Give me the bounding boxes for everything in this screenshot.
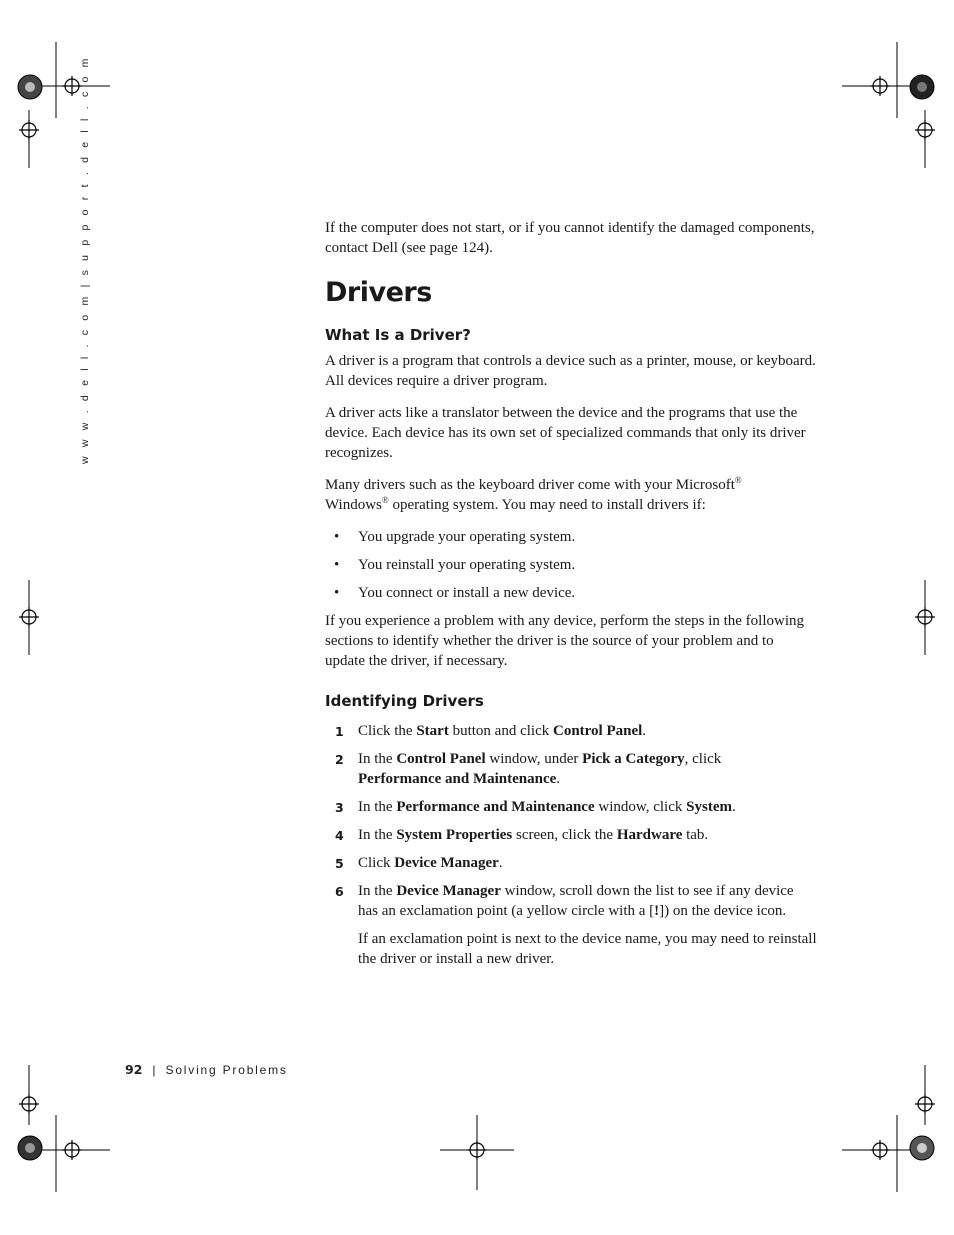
step-number: 4 xyxy=(335,828,344,843)
page-number: 92 xyxy=(125,1062,143,1077)
step-number: 3 xyxy=(335,800,344,815)
footer-section-name: Solving Problems xyxy=(165,1063,288,1077)
step-item: 2 In the Control Panel window, under Pick a Category, click Performance and Maintenance. xyxy=(335,751,722,787)
step-number: 2 xyxy=(335,752,344,767)
registered-mark: ® xyxy=(381,495,389,505)
paragraph: A driver acts like a translator between the device and the programs that use the device. Each device has its own set of specialized commands that only its driver recognizes. xyxy=(325,405,806,461)
step-item: 3 In the Performance and Maintenance window, click System. xyxy=(325,797,817,817)
paragraph: If you experience a problem with any device, perform the steps in the following sections to identify whether the driver is the source of your problem and to update the driver, if necessary. xyxy=(325,613,805,669)
list-item: • You connect or install a new device. xyxy=(334,585,576,601)
step-number: 6 xyxy=(335,884,344,899)
side-url: w w w . d e l l . c o m | s u p p o r t . d e l l . c o m xyxy=(79,55,91,464)
registered-mark: ® xyxy=(734,475,742,485)
step-number: 1 xyxy=(335,724,344,739)
page-footer xyxy=(125,1062,288,1077)
page-title: Drivers xyxy=(325,277,432,308)
steps-list xyxy=(325,721,817,969)
paragraph: A driver is a program that controls a device such as a printer, mouse, or keyboard. All devices require a driver program. xyxy=(325,353,816,389)
bullet-icon: • xyxy=(334,557,340,573)
step-item: 5 Click Device Manager. xyxy=(325,853,817,873)
step-note: If an exclamation point is next to the device name, you may need to reinstall the driver or install a new driver. xyxy=(358,931,817,967)
section-heading-what-is-driver: What Is a Driver? xyxy=(325,326,471,344)
bullet-icon: • xyxy=(334,529,340,545)
step-item: 4 In the System Properties screen, click the Hardware tab. xyxy=(325,825,817,845)
bullet-list xyxy=(325,527,817,603)
paragraph-text: Windows xyxy=(325,497,382,513)
step-item: 1 Click the Start button and click Control Panel. xyxy=(325,721,817,741)
paragraph-drivers-windows xyxy=(325,475,817,515)
intro-paragraph: If the computer does not start, or if you cannot identify the damaged components, contact Dell (see page 124). xyxy=(325,220,815,256)
list-item: • You reinstall your operating system. xyxy=(334,557,576,573)
footer-separator: | xyxy=(152,1063,156,1077)
step-number: 5 xyxy=(335,856,344,871)
paragraph-text: operating system. You may need to install drivers if: xyxy=(388,497,706,513)
list-item: • You upgrade your operating system. xyxy=(334,529,576,545)
paragraph-text: Many drivers such as the keyboard driver come with your Microsoft xyxy=(325,477,735,493)
section-heading-identifying-drivers: Identifying Drivers xyxy=(325,692,484,710)
step-item: 6 In the Device Manager window, scroll down the list to see if any device has an exclamation point (a yellow circle with a [!]) on the device icon. If an exclamation point is next to the device name, you may need to reinstall the driver or install a new driver. xyxy=(335,883,817,967)
bullet-icon: • xyxy=(334,585,340,601)
page-content xyxy=(325,218,817,977)
